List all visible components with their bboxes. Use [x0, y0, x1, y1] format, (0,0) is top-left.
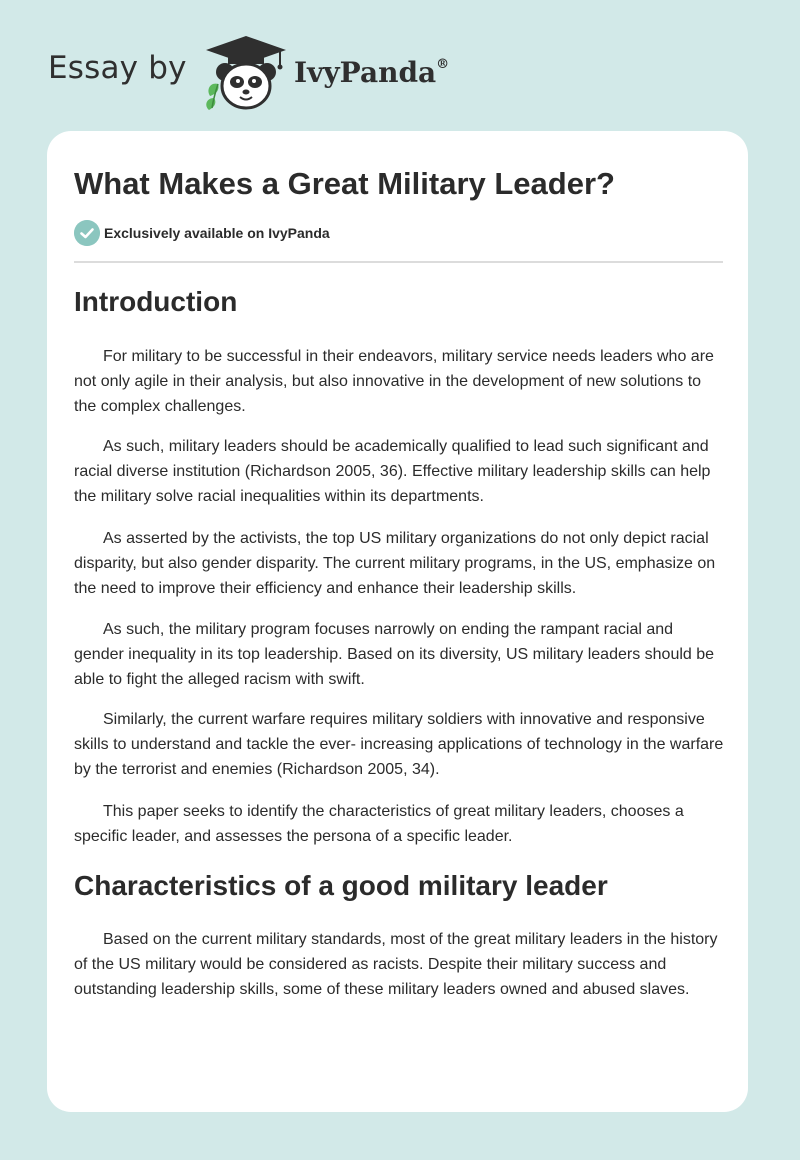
paragraph: Similarly, the current warfare requires military soldiers with innovative and responsive skills to understand and tackle the ever- increasing applications of technology in the warfare by the terrorist and enemies (Richardson 2005, 34).: [74, 711, 724, 778]
paragraph: As such, the military program focuses narrowly on ending the rampant racial and gender inequality in its top leadership. Based on its diversity, US military leaders should be able to fight the alleged racism with swift.: [74, 621, 715, 688]
brand-text: IvyPanda: [294, 56, 437, 89]
ivy-leaf-icon: [206, 84, 218, 110]
ivypanda-logo-icon[interactable]: [200, 34, 292, 112]
check-icon: [74, 220, 100, 246]
brand-name[interactable]: [294, 56, 449, 89]
page-title: What Makes a Great Military Leader?: [74, 166, 615, 201]
essay-by-label: Essay by: [48, 50, 187, 86]
section-heading-introduction: Introduction: [74, 286, 238, 317]
paragraph: As asserted by the activists, the top US military organizations do not only depict racial disparity, but also gender disparity. The current military programs, in the US, emphasize on the need to improve their efficiency and enhance their leadership skills.: [74, 530, 716, 597]
badge-label: Exclusively available on IvyPanda: [104, 225, 330, 241]
paragraph: Based on the current military standards, most of the great military leaders in the history of the US military would be considered as racists. Despite their military success and outstanding leadership skills, some of these military leaders owned and abused slaves.: [74, 931, 718, 998]
paragraph: For military to be successful in their endeavors, military service needs leaders who are not only agile in their analysis, but also innovative in the development of new solutions to the complex challenges.: [74, 348, 714, 415]
divider: [74, 261, 723, 263]
section-heading-characteristics: Characteristics of a good military leader: [74, 870, 608, 901]
essay-card: [47, 131, 748, 1112]
paragraph: As such, military leaders should be academically qualified to lead such significant and racial diverse institution (Richardson 2005, 36). Effective military leadership skills can help the military solve racial inequalities within its departments.: [74, 438, 711, 505]
site-header: [0, 0, 800, 130]
paragraph: This paper seeks to identify the characteristics of great military leaders, chooses a specific leader, and assesses the persona of a specific leader.: [74, 803, 684, 845]
registered-mark: ®: [436, 56, 450, 72]
